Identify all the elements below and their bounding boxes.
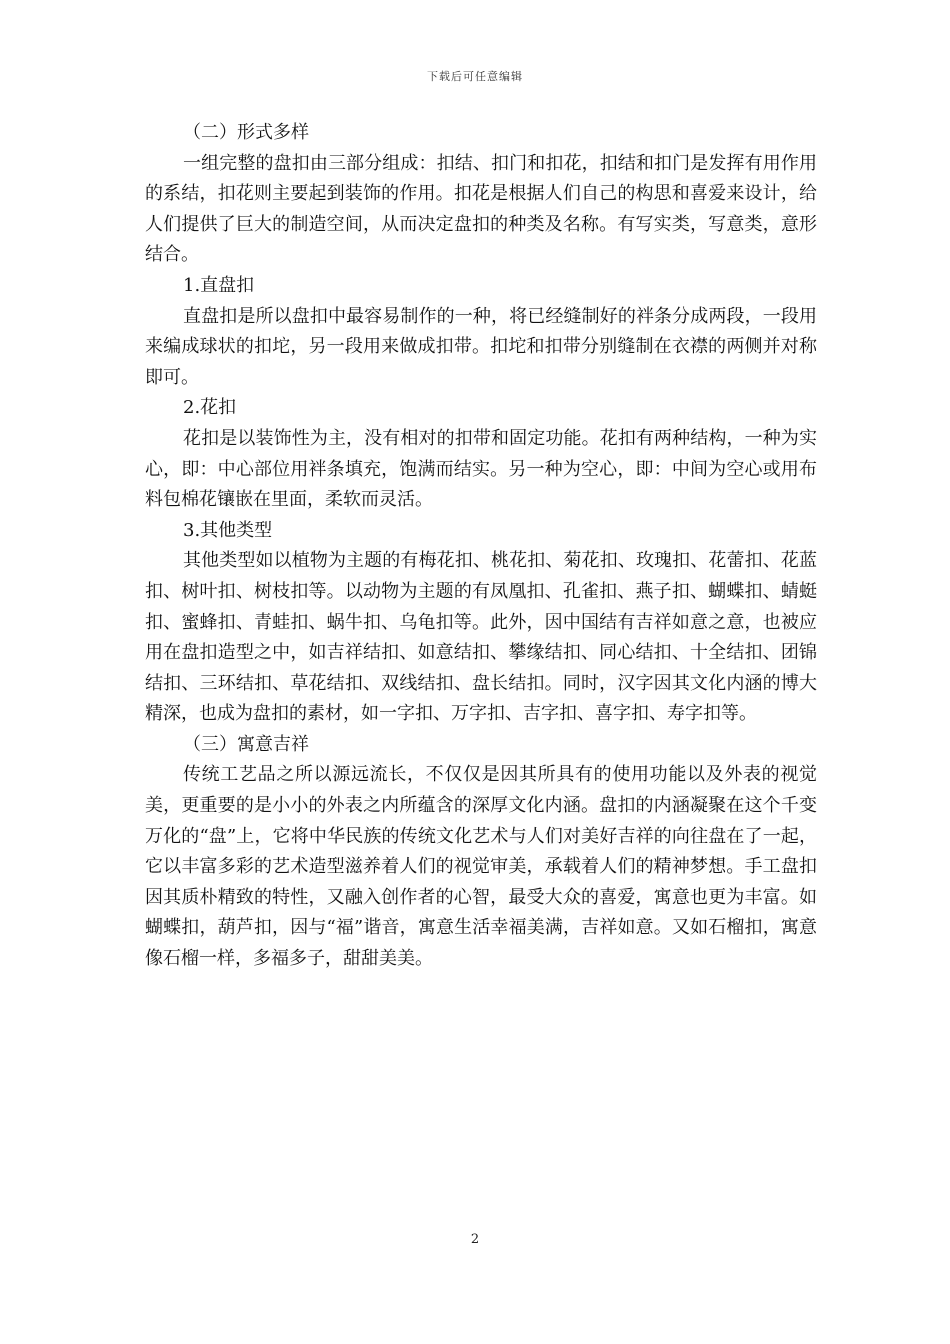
- paragraph-forms-intro: 一组完整的盘扣由三部分组成：扣结、扣门和扣花，扣结和扣门是发挥有用作用的系结，扣花则主要起到装饰的作用。扣花是根据人们自己的构思和喜爱来设计，给人们提供了巨大的制造空间，从而决定盘扣的种类及名称。有写实类，写意类，意形结合。: [145, 152, 817, 266]
- page-number: 2: [470, 1232, 480, 1247]
- paragraph-flower-button: 花扣是以装饰性为主，没有相对的扣带和固定功能。花扣有两种结构，一种为实心，即：中心部位用袢条填充，饱满而结实。另一种为空心，即：中间为空心或用布料包棉花镶嵌在里面，柔软而灵活。: [145, 427, 817, 511]
- document-body: [145, 118, 817, 975]
- subheading-flower-button: 2.花扣: [183, 397, 237, 419]
- section-heading-forms: （二）形式多样: [183, 122, 309, 143]
- subheading-straight-button: 1.直盘扣: [183, 274, 255, 296]
- subheading-other-types: 3.其他类型: [183, 519, 273, 541]
- page-header: 下载后可任意编辑: [427, 70, 523, 83]
- section-heading-auspicious: （三）寓意吉祥: [183, 733, 309, 755]
- paragraph-straight-button: 直盘扣是所以盘扣中最容易制作的一种，将已经缝制好的袢条分成两段，一段用来编成球状的扣坨，另一段用来做成扣带。扣坨和扣带分别缝制在衣襟的两侧并对称即可。: [145, 305, 817, 388]
- paragraph-auspicious: 传统工艺品之所以源远流长，不仅仅是因其所具有的使用功能以及外表的视觉美，更重要的是小小的外表之内所蕴含的深厚文化内涵。盘扣的内涵凝聚在这个千变万化的“盘”上，它将中华民族的传统文化艺术与人们对美好吉祥的向往盘在了一起，它以丰富多彩的艺术造型滋养着人们的视觉审美，承载着人们的精神梦想。手工盘扣因其质朴精致的特性，又融入创作者的心智，最受大众的喜爱，寓意也更为丰富。如蝴蝶扣，葫芦扣，因与“福”谐音，寓意生活幸福美满，吉祥如意。又如石榴扣，寓意像石榴一样，多福多子，甜甜美美。: [145, 764, 817, 970]
- paragraph-other-types: 其他类型如以植物为主题的有梅花扣、桃花扣、菊花扣、玫瑰扣、花蕾扣、花蓝扣、树叶扣、树枝扣等。以动物为主题的有凤凰扣、孔雀扣、燕子扣、蝴蝶扣、蜻蜓扣、蜜蜂扣、青蛙扣、蜗牛扣、乌龟扣等。此外，因中国结有吉祥如意之意，也被应用在盘扣造型之中，如吉祥结扣、如意结扣、攀缘结扣、同心结扣、十全结扣、团锦结扣、三环结扣、草花结扣、双线结扣、盘长结扣。同时，汉字因其文化内涵的博大精深，也成为盘扣的素材，如一字扣、万字扣、吉字扣、喜字扣、寿字扣等。: [145, 550, 817, 725]
